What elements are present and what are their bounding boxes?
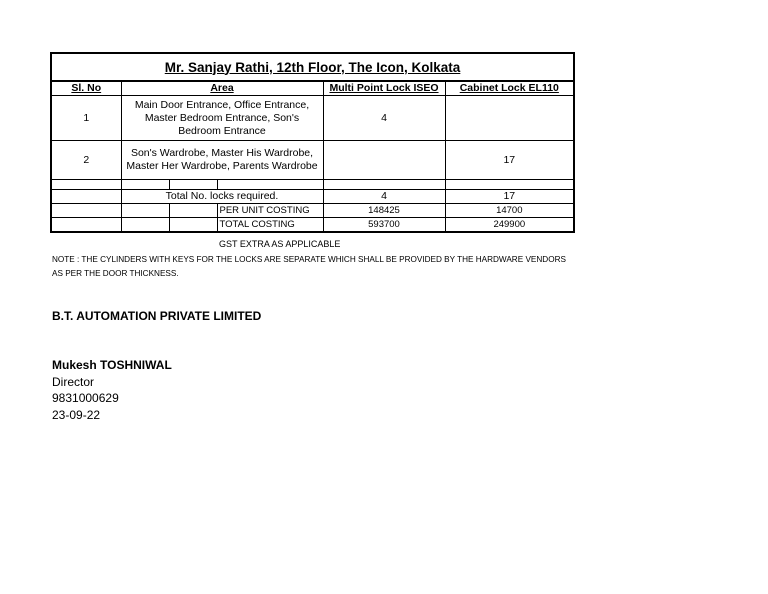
table-row: [51, 96, 574, 141]
quotation-table: [50, 52, 575, 233]
header-cabinet-lock: Cabinet Lock EL110: [445, 81, 574, 96]
spacer-row: [51, 180, 574, 190]
total-costing-multi-point: 593700: [323, 218, 445, 233]
header-multi-point-lock: Multi Point Lock ISEO: [323, 81, 445, 96]
row-cabinet-qty: [445, 96, 574, 141]
row-cabinet-qty: 17: [445, 141, 574, 180]
total-multi-point: 4: [323, 190, 445, 204]
signatory-name: Mukesh TOSHNIWAL: [52, 358, 172, 372]
signatory-phone: 9831000629: [52, 391, 119, 405]
per-unit-cabinet: 14700: [445, 204, 574, 218]
header-sl-no: Sl. No: [51, 81, 121, 96]
total-costing-row: [51, 218, 574, 233]
total-costing-label: TOTAL COSTING: [217, 218, 323, 233]
row-area: Main Door Entrance, Office Entrance, Master Bedroom Entrance, Son's Bedroom Entrance: [121, 96, 323, 141]
header-area: Area: [121, 81, 323, 96]
signature-block: [52, 357, 172, 423]
signatory-date: 23-09-22: [52, 407, 101, 422]
header-row: [51, 81, 574, 96]
per-unit-multi-point: 148425: [323, 204, 445, 218]
row-multi-point-qty: 4: [323, 96, 445, 141]
table-row: [51, 141, 574, 180]
table-title: Mr. Sanjay Rathi, 12th Floor, The Icon, Kolkata: [51, 53, 574, 81]
signatory-designation: Director: [52, 374, 95, 389]
total-row: [51, 190, 574, 204]
company-name: B.T. AUTOMATION PRIVATE LIMITED: [52, 309, 262, 323]
hardware-note: NOTE : THE CYLINDERS WITH KEYS FOR THE LOCKS ARE SEPARATE WHICH SHALL BE PROVIDED BY THE HARDWARE VENDORS AS PER THE DOOR THICKNESS.: [52, 255, 566, 278]
row-multi-point-qty: [323, 141, 445, 180]
gst-note: GST EXTRA AS APPLICABLE: [219, 239, 341, 249]
row-sl: 1: [51, 96, 121, 141]
total-label: Total No. locks required.: [121, 190, 323, 204]
quotation-sheet: [50, 52, 573, 233]
per-unit-label: PER UNIT COSTING: [217, 204, 323, 218]
per-unit-row: [51, 204, 574, 218]
row-sl: 2: [51, 141, 121, 180]
row-area: Son's Wardrobe, Master His Wardrobe, Master Her Wardrobe, Parents Wardrobe: [121, 141, 323, 180]
total-cabinet: 17: [445, 190, 574, 204]
total-costing-cabinet: 249900: [445, 218, 574, 233]
